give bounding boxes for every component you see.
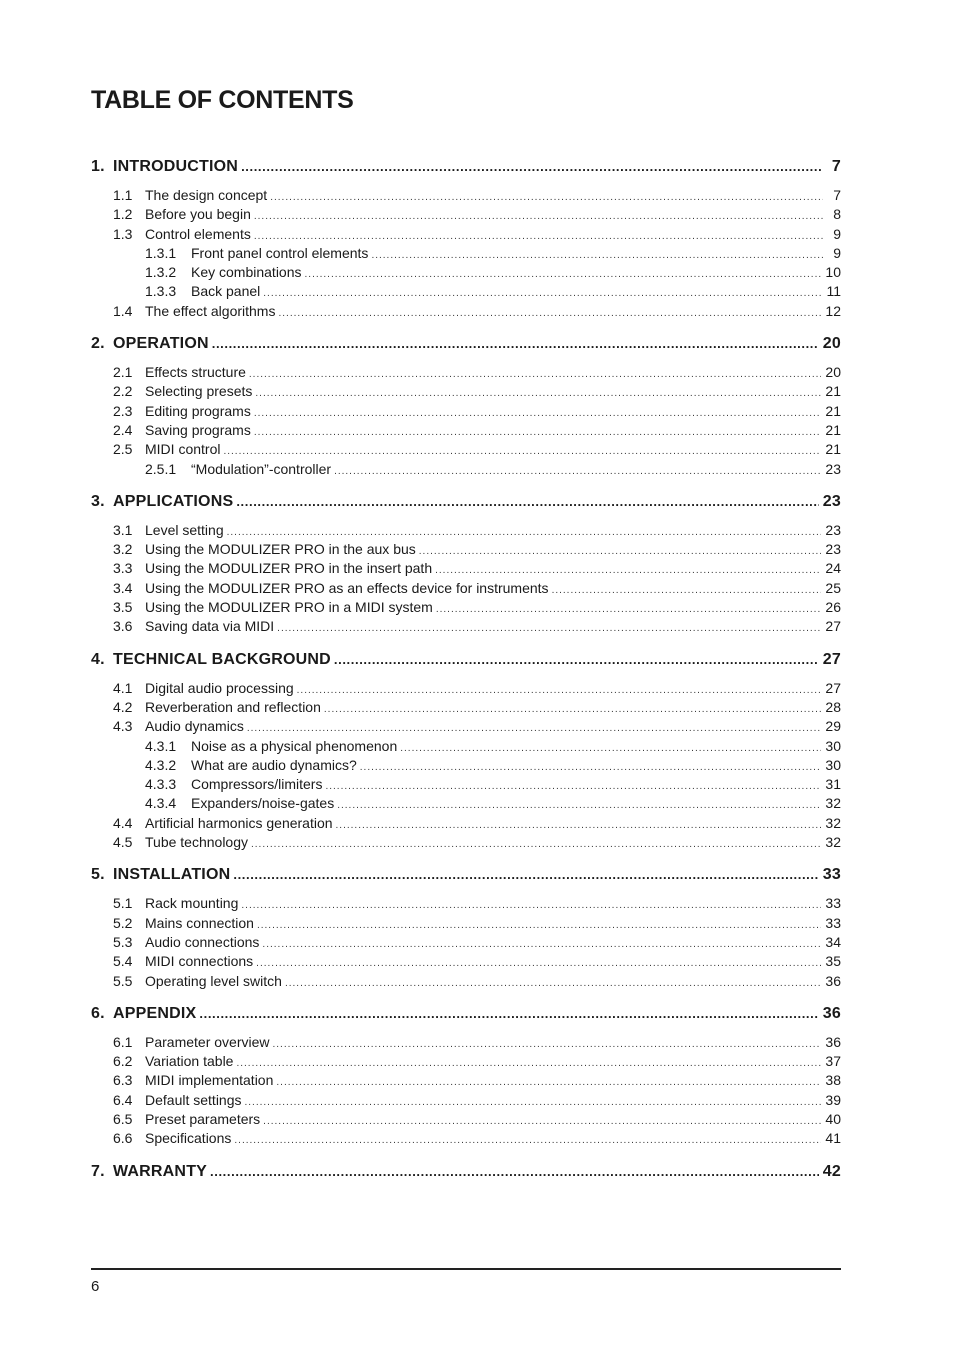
entry-page: 39 <box>825 1091 841 1108</box>
toc-subentry[interactable] <box>91 364 841 383</box>
dot-leader <box>249 369 822 380</box>
entry-number: 1.1 <box>113 187 133 203</box>
toc-subentry[interactable] <box>91 618 841 637</box>
entry-title: Saving data via MIDI <box>145 618 275 635</box>
toc-subentry[interactable] <box>91 560 841 579</box>
entry-page: 36 <box>825 1033 841 1050</box>
entry-number: 6.3 <box>113 1072 133 1089</box>
dot-leader <box>371 250 823 261</box>
toc-section-heading[interactable] <box>91 335 841 359</box>
dot-leader <box>227 527 822 538</box>
entry-number: 3.3 <box>113 560 133 577</box>
entry-number: 2.1 <box>113 364 133 381</box>
entry-page: 9 <box>833 244 841 261</box>
entry-title: The effect algorithms <box>145 302 276 319</box>
entry-number: 5.2 <box>113 914 133 931</box>
entry-page: 41 <box>825 1130 841 1147</box>
entry-title: Operating level switch <box>145 972 282 989</box>
toc-subentry[interactable] <box>91 580 841 599</box>
dot-leader <box>257 920 821 931</box>
dot-leader <box>263 288 822 299</box>
dot-leader <box>419 546 822 557</box>
toc-subentry[interactable] <box>91 441 841 460</box>
entry-title: MIDI connections <box>145 953 254 970</box>
entry-number: 3.4 <box>113 579 133 596</box>
entry-title: APPENDIX <box>113 1004 197 1022</box>
toc-subsubentry[interactable] <box>91 795 841 814</box>
toc-subentry[interactable] <box>91 1092 841 1111</box>
entry-number: 4.5 <box>113 834 133 851</box>
entry-title: Selecting presets <box>145 383 253 400</box>
dot-leader <box>334 466 821 477</box>
entry-page: 12 <box>825 302 841 319</box>
entry-number: 6.2 <box>113 1053 133 1070</box>
entry-title: INTRODUCTION <box>113 158 239 175</box>
entry-page: 21 <box>825 402 841 419</box>
toc-subentry[interactable] <box>91 1130 841 1149</box>
entry-page: 33 <box>825 895 841 912</box>
entry-page: 8 <box>833 206 841 223</box>
entry-page: 23 <box>822 492 841 510</box>
entry-page: 32 <box>825 795 841 812</box>
toc-section-heading[interactable] <box>91 1005 841 1029</box>
toc-section <box>91 335 841 480</box>
entry-title: Variation table <box>145 1053 234 1070</box>
entry-title: Rack mounting <box>145 895 239 912</box>
entry-page: 28 <box>825 698 841 715</box>
entry-page: 21 <box>825 383 841 400</box>
entry-title: What are audio dynamics? <box>191 756 357 773</box>
dot-leader <box>273 1039 822 1050</box>
dot-leader <box>223 446 821 457</box>
dot-leader <box>256 958 821 969</box>
entry-number: 4.3.1 <box>145 737 177 754</box>
toc-subentry[interactable] <box>91 522 841 541</box>
entry-title: Audio connections <box>145 933 260 950</box>
toc-subsubentry[interactable] <box>91 461 841 480</box>
entry-number: 5.5 <box>113 972 133 989</box>
toc-subentry[interactable] <box>91 718 841 737</box>
entry-title: Effects structure <box>145 364 246 381</box>
entry-page: 31 <box>825 776 841 793</box>
toc-subentry[interactable] <box>91 834 841 853</box>
toc-section-heading[interactable] <box>91 1163 841 1187</box>
dot-leader <box>247 723 822 734</box>
toc-section-heading[interactable] <box>91 866 841 890</box>
toc-section <box>91 158 841 322</box>
entry-page: 33 <box>822 866 841 884</box>
dot-leader <box>435 565 821 576</box>
toc-subentry[interactable] <box>91 699 841 718</box>
dot-leader <box>241 900 821 911</box>
dot-leader <box>276 1077 821 1088</box>
entry-number: 5. <box>91 866 105 884</box>
entry-page: 32 <box>825 834 841 851</box>
dot-leader <box>251 839 821 850</box>
toc-section <box>91 1005 841 1150</box>
toc-subentry[interactable] <box>91 422 841 441</box>
entry-number: 6.5 <box>113 1110 133 1127</box>
entry-page: 27 <box>822 650 841 668</box>
entry-title: INSTALLATION <box>113 866 231 884</box>
entry-number: 5.4 <box>113 953 133 970</box>
entry-number: 1. <box>91 158 105 175</box>
toc-section <box>91 493 841 638</box>
entry-number: 3.5 <box>113 599 133 616</box>
toc-subentry[interactable] <box>91 206 841 225</box>
entry-page: 23 <box>825 460 841 477</box>
footer-divider <box>91 1268 841 1270</box>
entry-page: 21 <box>825 441 841 458</box>
entry-title: Expanders/noise-gates <box>191 795 335 812</box>
entry-number: 2.5.1 <box>145 460 177 477</box>
dot-leader <box>234 1135 821 1146</box>
entry-title: Reverberation and reflection <box>145 698 321 715</box>
entry-number: 2. <box>91 335 105 353</box>
toc-section <box>91 1163 841 1187</box>
entry-title: Back panel <box>191 283 261 300</box>
entry-title: Default settings <box>145 1091 242 1108</box>
toc-subentry[interactable] <box>91 1053 841 1072</box>
entry-page: 40 <box>825 1110 841 1127</box>
dot-leader <box>255 388 821 399</box>
dot-leader <box>199 1006 818 1021</box>
dot-leader <box>263 1116 821 1127</box>
toc-subentry[interactable] <box>91 541 841 560</box>
entry-page: 42 <box>822 1162 841 1180</box>
dot-leader <box>325 781 821 792</box>
entry-title: “Modulation”-controller <box>191 460 332 477</box>
entry-title: Using the MODULIZER PRO in a MIDI system <box>145 599 433 616</box>
toc-subentry[interactable] <box>91 187 841 206</box>
toc-section-heading[interactable] <box>91 651 841 675</box>
toc-subentry[interactable] <box>91 953 841 972</box>
entry-page: 36 <box>825 972 841 989</box>
toc-subsubentry[interactable] <box>91 245 841 264</box>
entry-page: 36 <box>822 1004 841 1022</box>
entry-number: 4.2 <box>113 698 133 715</box>
entry-number: 1.2 <box>113 206 133 223</box>
entry-title: Noise as a physical phenomenon <box>191 737 398 754</box>
toc-subentry[interactable] <box>91 1072 841 1091</box>
entry-title: Using the MODULIZER PRO as an effects device for instruments <box>145 579 549 596</box>
entry-title: Using the MODULIZER PRO in the aux bus <box>145 541 416 558</box>
entry-number: 7. <box>91 1162 105 1180</box>
entry-number: 1.3 <box>113 225 133 242</box>
entry-page: 10 <box>825 264 841 281</box>
dot-leader <box>324 704 822 715</box>
dot-leader <box>400 743 821 754</box>
dot-leader <box>210 1164 819 1179</box>
entry-number: 5.3 <box>113 933 133 950</box>
entry-title: OPERATION <box>113 335 209 353</box>
entry-title: Using the MODULIZER PRO in the insert path <box>145 560 433 577</box>
entry-number: 4.3.2 <box>145 756 177 773</box>
entry-title: Key combinations <box>191 264 302 281</box>
entry-title: Editing programs <box>145 402 251 419</box>
entry-title: MIDI control <box>145 441 221 458</box>
entry-title: Front panel control elements <box>191 244 369 261</box>
toc-section <box>91 866 841 991</box>
page-title: TABLE OF CONTENTS <box>91 86 354 114</box>
dot-leader <box>262 939 821 950</box>
dot-leader <box>336 820 822 831</box>
toc-section-heading[interactable] <box>91 493 841 517</box>
entry-title: The design concept <box>145 187 268 203</box>
toc-subentry[interactable] <box>91 226 841 245</box>
entry-page: 24 <box>825 560 841 577</box>
dot-leader <box>552 585 822 596</box>
entry-page: 7 <box>831 158 841 175</box>
entry-number: 4.4 <box>113 814 133 831</box>
toc-subentry[interactable] <box>91 680 841 699</box>
dot-leader <box>236 494 818 509</box>
entry-page: 23 <box>825 541 841 558</box>
entry-number: 1.3.3 <box>145 283 177 300</box>
entry-page: 25 <box>825 579 841 596</box>
toc-subsubentry[interactable] <box>91 776 841 795</box>
entry-number: 4.3.3 <box>145 776 177 793</box>
table-of-contents <box>91 158 841 1200</box>
entry-number: 3. <box>91 492 105 510</box>
toc-subentry[interactable] <box>91 303 841 322</box>
toc-subsubentry[interactable] <box>91 283 841 302</box>
entry-number: 2.5 <box>113 441 133 458</box>
toc-section <box>91 651 841 854</box>
entry-number: 2.3 <box>113 402 133 419</box>
dot-leader <box>297 685 822 696</box>
dot-leader <box>278 308 821 319</box>
toc-subentry[interactable] <box>91 383 841 402</box>
entry-page: 32 <box>825 814 841 831</box>
entry-page: 20 <box>822 335 841 353</box>
entry-number: 6.4 <box>113 1091 133 1108</box>
toc-subentry[interactable] <box>91 915 841 934</box>
entry-number: 2.4 <box>113 421 133 438</box>
dot-leader <box>212 336 819 351</box>
entry-page: 9 <box>833 225 841 242</box>
entry-page: 7 <box>833 187 841 203</box>
entry-number: 4. <box>91 650 105 668</box>
dot-leader <box>305 269 822 280</box>
entry-title: Compressors/limiters <box>191 776 323 793</box>
entry-title: Preset parameters <box>145 1110 261 1127</box>
dot-leader <box>334 652 819 667</box>
entry-title: Audio dynamics <box>145 718 244 735</box>
entry-title: Artificial harmonics generation <box>145 814 333 831</box>
dot-leader <box>285 978 821 989</box>
entry-page: 20 <box>825 364 841 381</box>
entry-page: 34 <box>825 933 841 950</box>
entry-page: 38 <box>825 1072 841 1089</box>
dot-leader <box>270 192 823 203</box>
dot-leader <box>254 408 822 419</box>
entry-title: Control elements <box>145 225 251 242</box>
entry-title: Specifications <box>145 1130 232 1147</box>
toc-subentry[interactable] <box>91 1034 841 1053</box>
footer-page-number: 6 <box>91 1278 100 1295</box>
entry-page: 27 <box>825 679 841 696</box>
entry-title: Digital audio processing <box>145 679 294 696</box>
entry-number: 6.1 <box>113 1033 133 1050</box>
entry-page: 30 <box>825 737 841 754</box>
entry-number: 1.3.1 <box>145 244 177 261</box>
entry-title: MIDI implementation <box>145 1072 274 1089</box>
entry-page: 33 <box>825 914 841 931</box>
entry-title: WARRANTY <box>113 1162 208 1180</box>
dot-leader <box>245 1097 822 1108</box>
entry-number: 6.6 <box>113 1130 133 1147</box>
dot-leader <box>233 867 818 882</box>
entry-number: 6. <box>91 1004 105 1022</box>
entry-title: Parameter overview <box>145 1033 270 1050</box>
entry-title: TECHNICAL BACKGROUND <box>113 650 331 668</box>
entry-number: 1.3.2 <box>145 264 177 281</box>
entry-title: Mains connection <box>145 914 254 931</box>
entry-page: 21 <box>825 421 841 438</box>
entry-page: 29 <box>825 718 841 735</box>
dot-leader <box>360 762 822 773</box>
toc-subsubentry[interactable] <box>91 264 841 283</box>
entry-page: 30 <box>825 756 841 773</box>
entry-number: 2.2 <box>113 383 133 400</box>
entry-title: Before you begin <box>145 206 251 223</box>
entry-page: 11 <box>826 283 841 300</box>
dot-leader <box>254 427 822 438</box>
entry-number: 4.3 <box>113 718 133 735</box>
entry-page: 23 <box>825 521 841 538</box>
entry-title: Tube technology <box>145 834 248 851</box>
entry-number: 3.2 <box>113 541 133 558</box>
entry-number: 4.1 <box>113 679 133 696</box>
dot-leader <box>254 211 823 222</box>
toc-section-heading[interactable] <box>91 158 841 182</box>
entry-number: 5.1 <box>113 895 133 912</box>
entry-page: 35 <box>825 953 841 970</box>
toc-subentry[interactable] <box>91 934 841 953</box>
toc-subsubentry[interactable] <box>91 757 841 776</box>
toc-subentry[interactable] <box>91 973 841 992</box>
entry-number: 1.4 <box>113 302 133 319</box>
entry-title: Level setting <box>145 521 224 538</box>
entry-page: 27 <box>825 618 841 635</box>
toc-subsubentry[interactable] <box>91 738 841 757</box>
entry-page: 37 <box>825 1053 841 1070</box>
dot-leader <box>236 1058 821 1069</box>
toc-subentry[interactable] <box>91 895 841 914</box>
toc-subentry[interactable] <box>91 815 841 834</box>
entry-title: APPLICATIONS <box>113 492 234 510</box>
dot-leader <box>436 604 822 615</box>
entry-title: Saving programs <box>145 421 251 438</box>
entry-page: 26 <box>825 599 841 616</box>
dot-leader <box>241 159 823 174</box>
toc-subentry[interactable] <box>91 599 841 618</box>
entry-number: 3.6 <box>113 618 133 635</box>
entry-number: 3.1 <box>113 521 133 538</box>
toc-subentry[interactable] <box>91 1111 841 1130</box>
entry-number: 4.3.4 <box>145 795 177 812</box>
toc-subentry[interactable] <box>91 403 841 422</box>
dot-leader <box>277 623 821 634</box>
dot-leader <box>254 231 823 242</box>
dot-leader <box>337 800 821 811</box>
